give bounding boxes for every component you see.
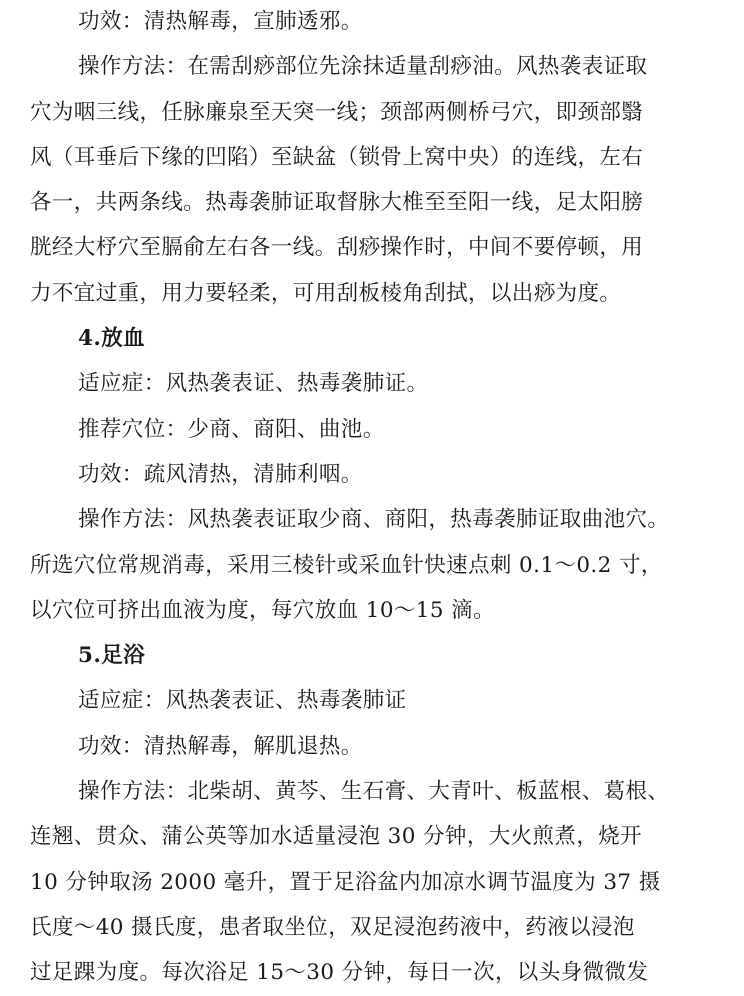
- document-page: [30, 0, 722, 996]
- text-line: 操作方法：风热袭表证取少商、商阳，热毒袭肺证取曲池穴。: [78, 507, 670, 533]
- text-line: 10 分钟取汤 2000 毫升，置于足浴盆内加凉水调节温度为 37 摄: [30, 869, 661, 895]
- text-line: 风（耳垂后下缘的凹陷）至缺盆（锁骨上窝中央）的连线，左右: [30, 144, 644, 170]
- section-heading: 4.放血: [78, 326, 146, 352]
- text-line: 功效：清热解毒，宣肺透邪。: [78, 9, 363, 34]
- text-line: 操作方法：北柴胡、黄芩、生石膏、大青叶、板蓝根、葛根、: [78, 779, 670, 805]
- text-line: 穴为咽三线，任脉廉泉至天突一线；颈部两侧桥弓穴，即颈部翳: [30, 99, 644, 125]
- text-line: 以穴位可挤出血液为度，每穴放血 10～15 滴。: [30, 597, 495, 623]
- text-line: 连翘、贯众、蒲公英等加水适量浸泡 30 分钟，大火煎煮，烧开: [30, 824, 643, 850]
- text-line: 所选穴位常规消毒，采用三棱针或采血针快速点刺 0.1～0.2 寸，: [30, 552, 663, 578]
- text-line: 操作方法：在需刮痧部位先涂抹适量刮痧油。风热袭表证取: [78, 54, 648, 80]
- text-line: 过足踝为度。每次浴足 15～30 分钟，每日一次，以头身微微发: [30, 960, 649, 986]
- text-line: 推荐穴位：少商、商阳、曲池。: [78, 416, 385, 442]
- text-line: 各一，共两条线。热毒袭肺证取督脉大椎至至阳一线，足太阳膀: [30, 190, 644, 216]
- text-line: 适应症：风热袭表证、热毒袭肺证: [78, 688, 407, 714]
- text-line: 功效：疏风清热，清肺利咽。: [78, 461, 363, 487]
- section-heading: 5.足浴: [78, 643, 146, 669]
- text-line: 氏度～40 摄氏度，患者取坐位，双足浸泡药液中，药液以浸泡: [30, 914, 635, 940]
- text-line: 力不宜过重，用力要轻柔，可用刮板棱角刮拭，以出痧为度。: [30, 280, 622, 306]
- text-line: 胱经大杼穴至膈俞左右各一线。刮痧操作时，中间不要停顿，用: [30, 235, 644, 261]
- text-line: 功效：清热解毒，解肌退热。: [78, 733, 363, 759]
- text-line: 适应症：风热袭表证、热毒袭肺证。: [78, 371, 429, 397]
